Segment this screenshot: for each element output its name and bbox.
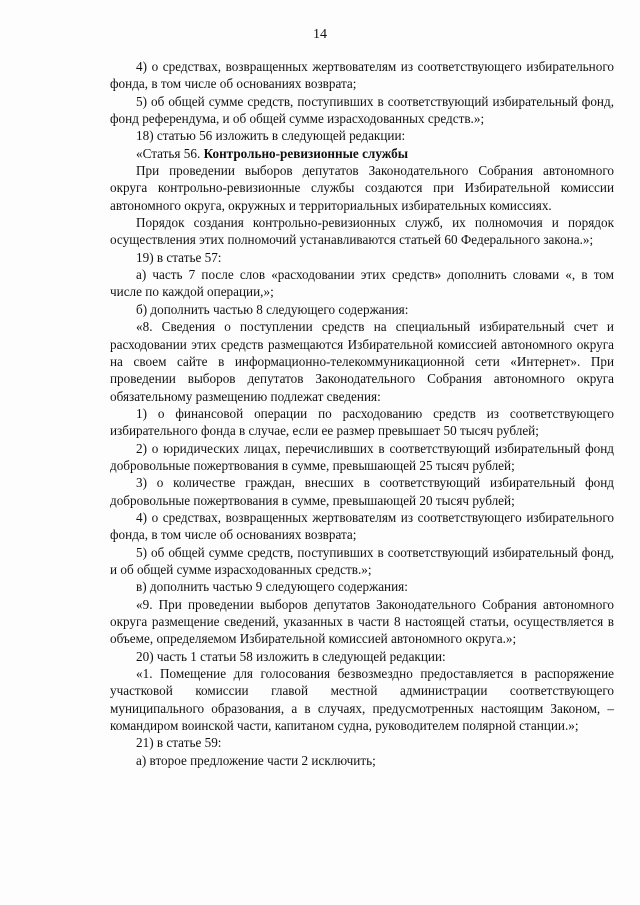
paragraph: Порядок создания контрольно-ревизионных служб, их полномочия и порядок осуществления этих полномочий устанавливаются статьей 60 Федерального закона.»; <box>110 215 614 248</box>
article-heading-prefix: «Статья 56. <box>136 145 204 161</box>
paragraph: При проведении выборов депутатов Законодательного Собрания автономного округа контрольно-ревизионные службы создаются при Избирательной комиссии автономного округа, окружных и территориальных избирательных комиссиях. <box>110 163 614 213</box>
article-heading-title: Контрольно-ревизионные службы <box>203 145 409 161</box>
paragraph: 21) в статье 59: <box>136 735 222 751</box>
paragraph: «8. Сведения о поступлении средств на специальный избирательный счет и расходовании этих средств размещаются Избирательной комиссией автономного округа на своем сайте в информационно-телекоммуникационной сети «Интернет». При проведении выборов депутатов Законодательного Собрания автономного округа обязательному размещению подлежат сведения: <box>110 319 614 404</box>
paragraph: а) второе предложение части 2 исключить; <box>136 752 376 768</box>
paragraph: 2) о юридических лицах, перечисливших в соответствующий избирательный фонд добровольные пожертвования в сумме, превышающей 25 тысяч рублей; <box>110 440 614 473</box>
paragraph: 4) о средствах, возвращенных жертвователям из соответствующего избирательного фонда, в том числе об основаниях возврата; <box>110 59 614 92</box>
paragraph: 19) в статье 57: <box>136 249 222 265</box>
paragraph: 1) о финансовой операции по расходованию средств из соответствующего избирательного фонда в случае, если ее размер превышает 50 тысяч рублей; <box>110 405 614 439</box>
page-number: 14 <box>313 27 327 42</box>
paragraph: 20) часть 1 статьи 58 изложить в следующей редакции: <box>136 648 446 664</box>
paragraph: 4) о средствах, возвращенных жертвователям из соответствующего избирательного фонда, в том числе об основаниях возврата; <box>110 509 614 543</box>
article-heading <box>110 145 614 162</box>
paragraph: «9. При проведении выборов депутатов Законодательного Собрания автономного округа размещение сведений, указанных в части 8 настоящей статьи, осуществляется в объеме, определяемом Избирательной комиссией автономного округа.»; <box>110 596 614 647</box>
paragraph: 5) об общей сумме средств, поступивших в соответствующий избирательный фонд, фонд референдума, и об общей сумме израсходованных средств.»; <box>110 93 614 127</box>
paragraph: б) дополнить частью 8 следующего содержания: <box>136 301 409 317</box>
paragraph: а) часть 7 после слов «расходовании этих средств» дополнить словами «, в том числе по каждой операции,»; <box>110 267 614 300</box>
paragraph: 3) о количестве граждан, внесших в соответствующий избирательный фонд добровольные пожертвования в сумме, превышающей 20 тысяч рублей; <box>110 475 614 508</box>
paragraph: 5) об общей сумме средств, поступивших в соответствующий избирательный фонд, и об общей сумме израсходованных средств.»; <box>110 544 614 577</box>
paragraph: в) дополнить частью 9 следующего содержания: <box>136 579 408 595</box>
paragraph: «1. Помещение для голосования безвозмездно предоставляется в распоряжение участковой комиссии главой местной администрации соответствующего муниципального образования, а в случаях, предусмотренных настоящим Законом, – командиром воинской части, капитаном судна, руководителем полярной станции.»; <box>110 666 614 734</box>
document-body <box>110 58 614 769</box>
paragraph: 18) статью 56 изложить в следующей редакции: <box>136 128 406 144</box>
